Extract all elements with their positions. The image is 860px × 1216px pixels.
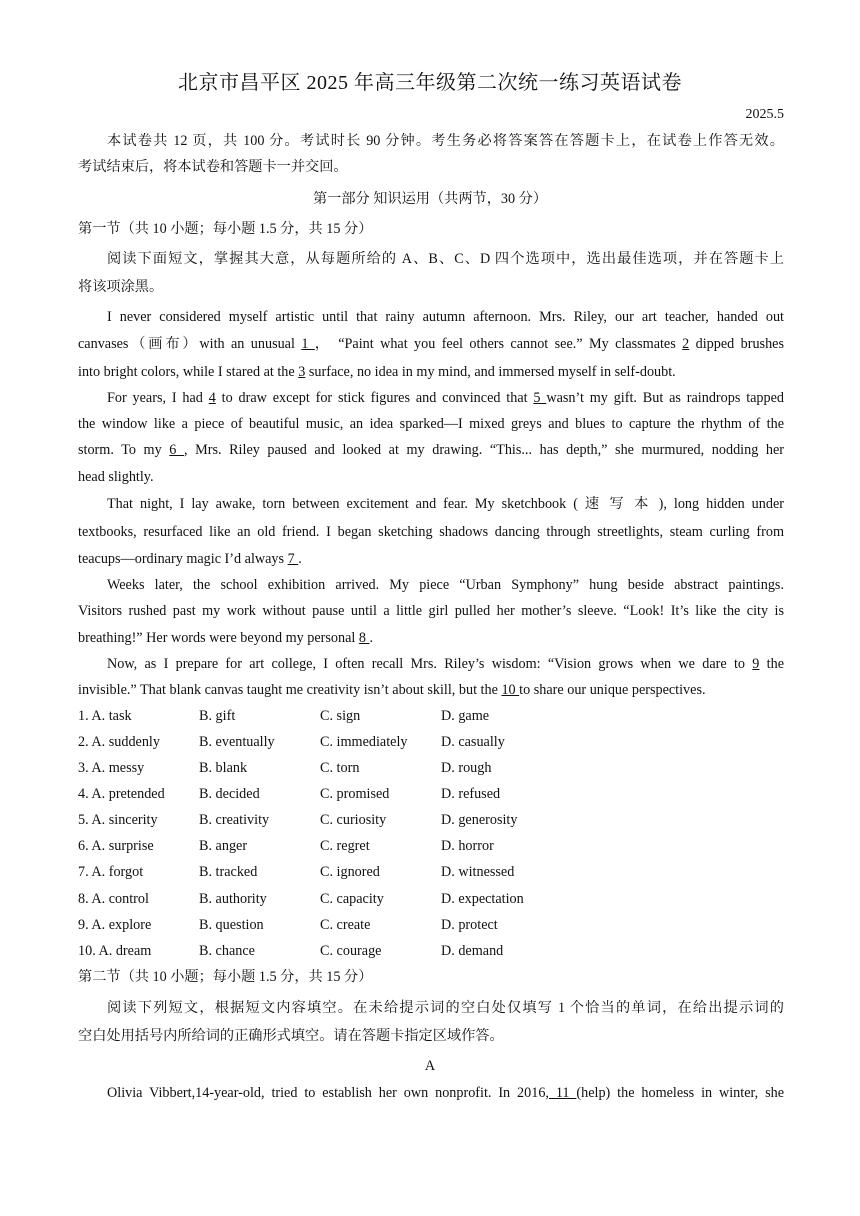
blank-2: 2	[682, 336, 690, 352]
option-c: C. create	[320, 917, 371, 933]
passage-text: (help) the homeless in winter, she	[576, 1085, 785, 1101]
passage-text: ， “Paint what you feel others cannot see.” My classmates	[314, 336, 683, 352]
option-c: C. promised	[320, 786, 390, 802]
passage-line	[78, 334, 784, 354]
passage-line	[78, 628, 784, 648]
passage-text: storm. To my	[78, 442, 170, 458]
option-b: B. gift	[199, 708, 236, 724]
passage-line: head slightly.	[78, 469, 154, 485]
option-c: C. regret	[320, 838, 370, 854]
passage-line: the window like a piece of beautiful music, an idea sparked—I mixed greys and blues to capture the rhythm of the	[78, 416, 784, 432]
passage-line	[78, 549, 784, 569]
blank-5: 5	[533, 390, 547, 406]
option-a: 8. A. control	[78, 891, 149, 907]
section1-instruction-2: 将该项涂黑。	[78, 279, 164, 295]
passage-text: surface, no idea in my mind, and immersed myself in self-doubt.	[305, 364, 676, 380]
passage-text: invisible.” That blank canvas taught me creativity isn’t about skill, but the	[78, 682, 502, 698]
blank-4: 4	[208, 390, 216, 406]
option-c: C. sign	[320, 708, 361, 724]
option-a: 5. A. sincerity	[78, 812, 158, 828]
option-c: C. ignored	[320, 864, 380, 880]
option-d: D. expectation	[441, 891, 524, 907]
passage-line: I never considered myself artistic until that rainy autumn afternoon. Mrs. Riley, our art teacher, handed out	[107, 309, 784, 325]
option-b: B. tracked	[199, 864, 258, 880]
passage-line	[107, 1083, 784, 1103]
passage-text: canvases（画布）with an unusual	[78, 336, 302, 352]
passage-text: to share our unique perspectives.	[519, 682, 706, 698]
passage-text: Olivia Vibbert,14-year-old, tried to establish her own nonprofit. In 2016,	[107, 1085, 549, 1101]
passage-line	[107, 654, 784, 674]
option-d: D. horror	[441, 838, 494, 854]
passage-line	[78, 680, 784, 700]
option-b: B. question	[199, 917, 264, 933]
option-d: D. generosity	[441, 812, 518, 828]
option-d: D. casually	[441, 734, 505, 750]
passage-text: , Mrs. Riley paused and looked at my drawing. “This... has depth,” she murmured, nodding her	[183, 442, 784, 458]
passage-text: wasn’t my gift. But as raindrops tapped	[546, 390, 785, 406]
option-a: 4. A. pretended	[78, 786, 165, 802]
option-d: D. refused	[441, 786, 501, 802]
option-c: C. capacity	[320, 891, 384, 907]
option-a: 6. A. surprise	[78, 838, 154, 854]
option-a: 2. A. suddenly	[78, 734, 160, 750]
option-b: B. authority	[199, 891, 267, 907]
option-d: D. witnessed	[441, 864, 515, 880]
option-a: 1. A. task	[78, 708, 132, 724]
passage-text: .	[369, 630, 374, 646]
passage-text: to draw except for stick figures and convinced that	[215, 390, 534, 406]
option-c: C. courage	[320, 943, 382, 959]
option-c: C. immediately	[320, 734, 408, 750]
blank-3: 3	[298, 364, 306, 380]
option-d: D. game	[441, 708, 490, 724]
option-b: B. decided	[199, 786, 260, 802]
option-c: C. curiosity	[320, 812, 387, 828]
passage-line	[78, 362, 784, 382]
blank-7: 7	[287, 551, 299, 567]
passage-text: teacups—ordinary magic I’d always	[78, 551, 288, 567]
passage-text: into bright colors, while I stared at the	[78, 364, 299, 380]
option-a: 10. A. dream	[78, 943, 152, 959]
intro-line-1: 本试卷共 12 页，共 100 分。考试时长 90 分钟。考生务必将答案答在答题卡上，在试卷上作答无效。	[107, 133, 784, 149]
option-b: B. chance	[199, 943, 255, 959]
option-c: C. torn	[320, 760, 360, 776]
option-a: 3. A. messy	[78, 760, 145, 776]
passage-text: breathing!” Her words were beyond my personal	[78, 630, 359, 646]
passage-text: For years, I had	[107, 390, 209, 406]
section1-heading: 第一节（共 10 小题；每小题 1.5 分，共 15 分）	[78, 221, 373, 237]
blank-9: 9	[752, 656, 760, 672]
blank-8: 8	[358, 630, 370, 646]
passage-line: Weeks later, the school exhibition arrived. My piece “Urban Symphony” hung beside abstract paintings.	[107, 577, 784, 593]
passage-line	[107, 388, 784, 408]
passage-text: dipped brushes	[689, 336, 784, 352]
passage-line	[78, 440, 784, 460]
passage-line: Visitors rushed past my work without pause until a little girl pulled her mother’s sleeve. “Look! It’s like the city is	[78, 603, 784, 619]
exam-date: 2025.5	[745, 107, 784, 122]
section1-instruction-1: 阅读下面短文，掌握其大意，从每题所给的 A、B、C、D 四个选项中，选出最佳选项，并在答题卡上	[107, 251, 784, 267]
option-a: 7. A. forgot	[78, 864, 144, 880]
passage-line: That night, I lay awake, torn between excitement and fear. My sketchbook ( 速 写 本 ), long hidden under	[107, 496, 784, 512]
option-b: B. creativity	[199, 812, 270, 828]
option-a: 9. A. explore	[78, 917, 152, 933]
option-b: B. anger	[199, 838, 248, 854]
section2-instruction-2: 空白处用括号内所给词的正确形式填空。请在答题卡指定区域作答。	[78, 1028, 504, 1044]
section2-instruction-1: 阅读下列短文，根据短文内容填空。在未给提示词的空白处仅填写 1 个恰当的单词，在给出提示词的	[107, 1000, 784, 1016]
section2-heading: 第二节（共 10 小题；每小题 1.5 分，共 15 分）	[78, 969, 373, 985]
option-b: B. blank	[199, 760, 248, 776]
blank-6: 6	[169, 442, 184, 458]
option-d: D. rough	[441, 760, 492, 776]
intro-line-2: 考试结束后，将本试卷和答题卡一并交回。	[78, 159, 348, 175]
passage-text: Now, as I prepare for art college, I often recall Mrs. Riley’s wisdom: “Vision grows when we dare to	[107, 656, 753, 672]
passage-label: A	[424, 1058, 436, 1074]
blank-1: 1	[301, 336, 315, 352]
blank-10: 10	[501, 682, 520, 698]
blank-11: 11	[548, 1085, 577, 1101]
passage-text: the	[759, 656, 784, 672]
option-b: B. eventually	[199, 734, 275, 750]
exam-title: 北京市昌平区 2025 年高三年级第二次统一练习英语试卷	[178, 72, 682, 94]
part1-heading: 第一部分 知识运用（共两节，30 分）	[312, 191, 548, 207]
passage-line: textbooks, resurfaced like an old friend. I began sketching shadows dancing through streetlights, steam curling from	[78, 524, 784, 540]
option-d: D. demand	[441, 943, 504, 959]
passage-text: .	[298, 551, 302, 567]
option-d: D. protect	[441, 917, 498, 933]
